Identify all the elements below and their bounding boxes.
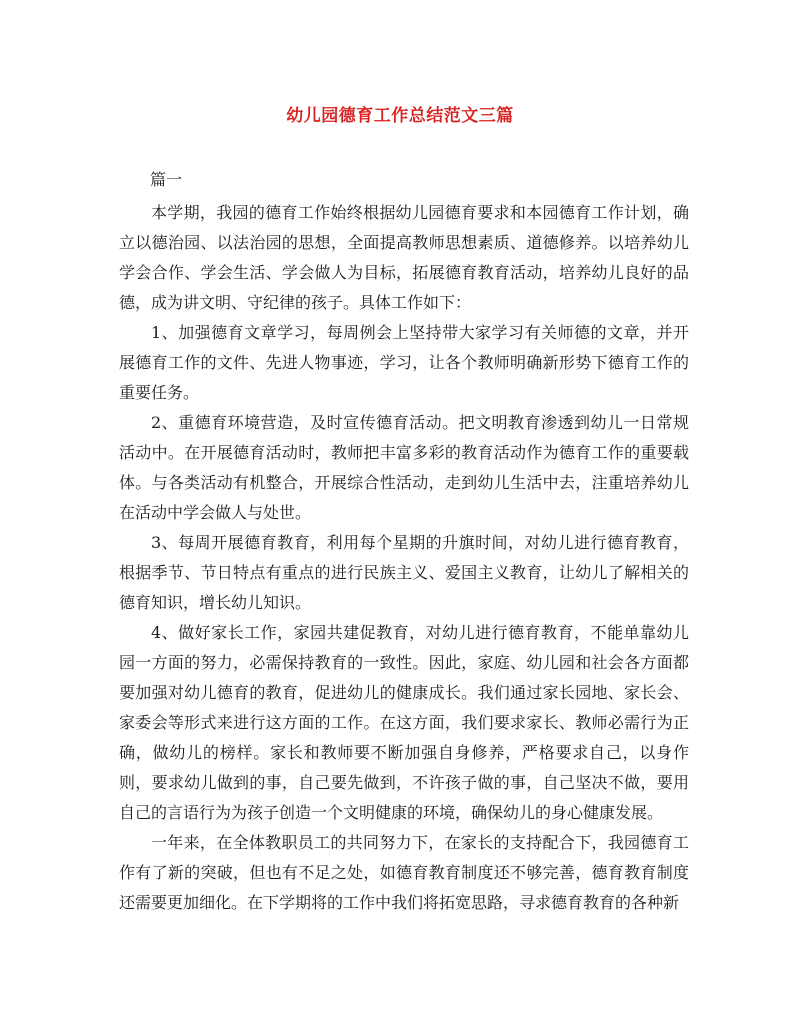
document-body bbox=[119, 198, 689, 918]
paragraph-item-1: 1、加强德育文章学习，每周例会上坚持带大家学习有关师德的文章，并开展德育工作的文件、先进人物事迹，学习，让各个教师明确新形势下德育工作的重要任务。 bbox=[119, 323, 689, 402]
paragraph-item-4: 4、做好家长工作，家园共建促教育，对幼儿进行德育教育，不能单靠幼儿园一方面的努力，必需保持教育的一致性。因此，家庭、幼儿园和社会各方面都要加强对幼儿德育的教育，促进幼儿的健康成长。我们通过家长园地、家长会、家委会等形式来进行这方面的工作。在这方面，我们要求家长、教师必需行为正确，做幼儿的榜样。家长和教师要不断加强自身修养，严格要求自己，以身作则，要求幼儿做到的事，自己要先做到，不许孩子做的事，自己坚决不做，要用自己的言语行为为孩子创造一个文明健康的环境，确保幼儿的身心健康发展。 bbox=[119, 623, 689, 822]
paragraph-item-3: 3、每周开展德育教育，利用每个星期的升旗时间，对幼儿进行德育教育，根据季节、节日特点有重点的进行民族主义、爱国主义教育，让幼儿了解相关的德育知识，增长幼儿知识。 bbox=[119, 533, 689, 612]
document-title: 幼儿园德育工作总结范文三篇 bbox=[286, 106, 514, 126]
section-label: 篇一 bbox=[150, 170, 183, 189]
paragraph-intro: 本学期，我园的德育工作始终根据幼儿园德育要求和本园德育工作计划，确立以德治园、以法治园的思想，全面提高教师思想素质、道德修养。以培养幼儿学会合作、学会生活、学会做人为目标，拓展德育教育活动，培养幼儿良好的品德，成为讲文明、守纪律的孩子。具体工作如下： bbox=[119, 203, 689, 312]
paragraph-summary: 一年来，在全体教职员工的共同努力下，在家长的支持配合下，我园德育工作有了新的突破，但也有不足之处，如德育教育制度还不够完善，德育教育制度还需要更加细化。在下学期将的工作中我们将拓宽思路，寻求德育教育的各种新 bbox=[119, 833, 689, 912]
paragraph-item-2: 2、重德育环境营造，及时宣传德育活动。把文明教育渗透到幼儿一日常规活动中。在开展德育活动时，教师把丰富多彩的教育活动作为德育工作的重要载体。与各类活动有机整合，开展综合性活动，走到幼儿生活中去，注重培养幼儿在活动中学会做人与处世。 bbox=[119, 413, 689, 522]
